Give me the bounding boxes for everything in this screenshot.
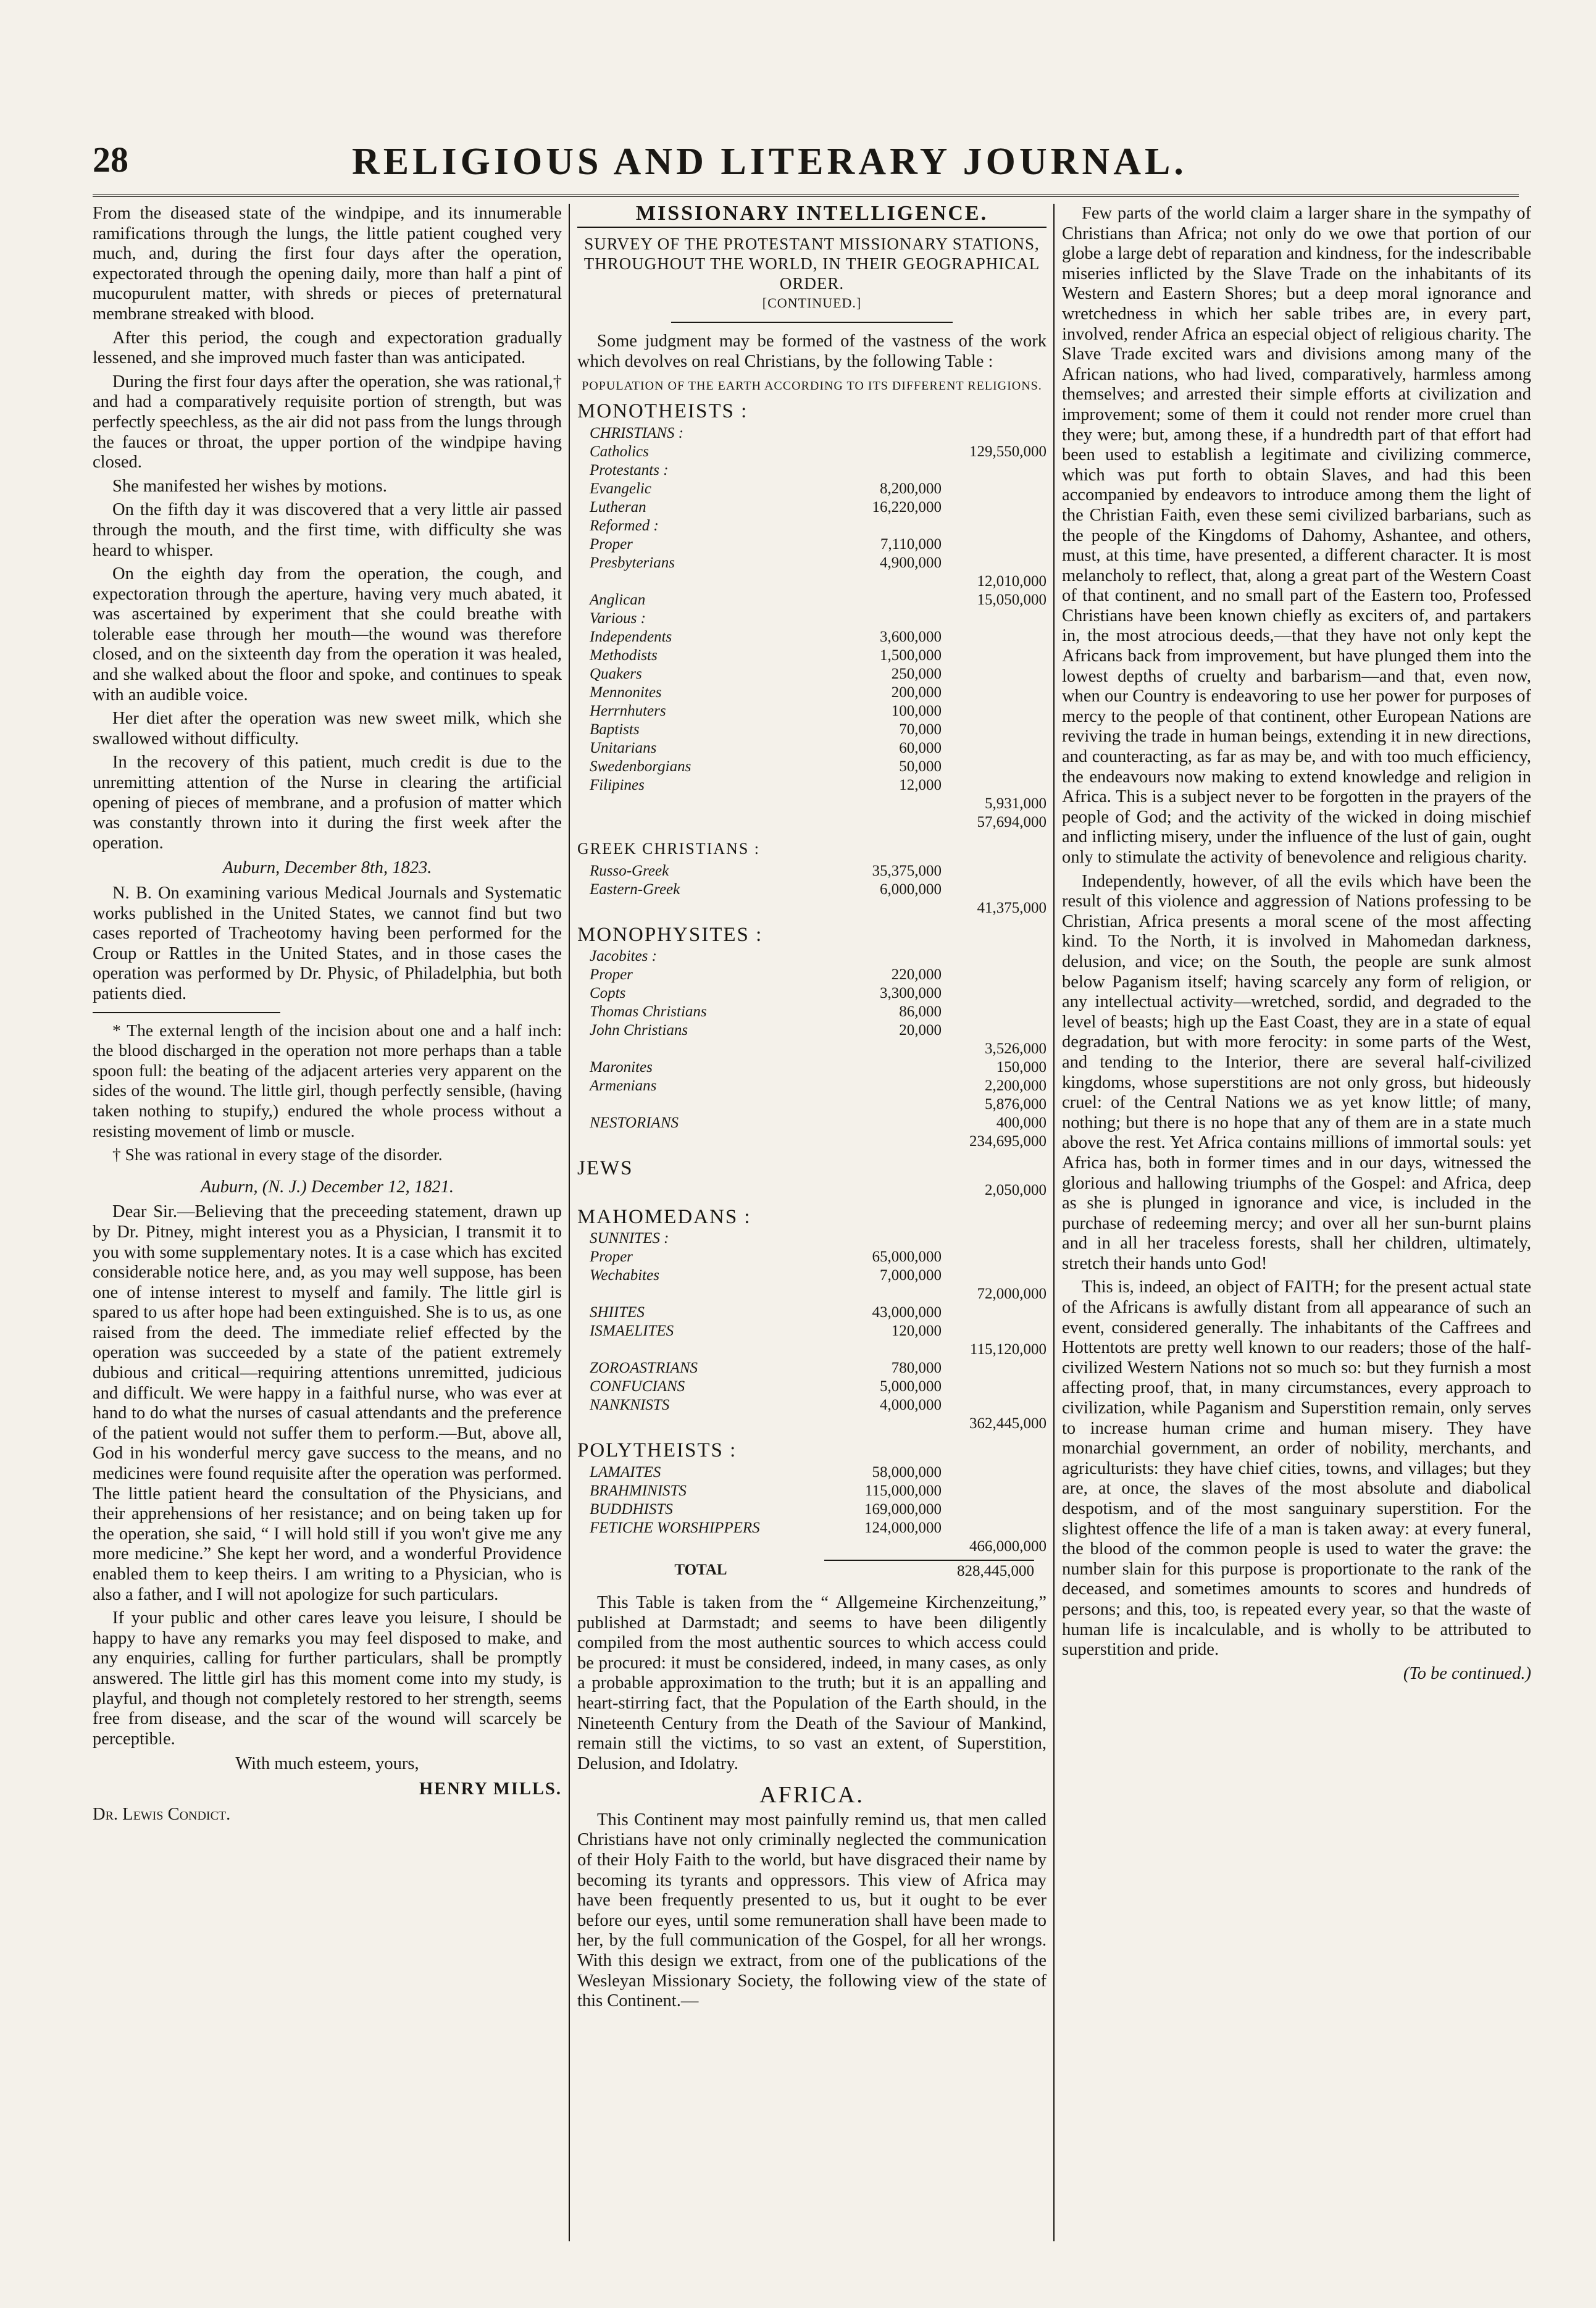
row-value [837,591,942,609]
row-value: 115,000,000 [864,1482,942,1499]
row-subtotal [942,947,1047,966]
row-value: 6,000,000 [880,880,942,898]
article-paragraph: On the eighth day from the operation, the cough, and expectoration through the aperture, having very much abated, it was ascertained by experiment that she could breathe with tolerable ease through her mouth—the wound was therefore closed, and on the sixteenth day from the operation it was healed, and she walked about the floor and spoke, and continues to speak with an audible voice. [93,564,562,705]
table-group-title: GREEK CHRISTIANS : [577,839,761,858]
row-label: Jacobites : [590,948,657,965]
row-label [577,1040,837,1058]
table-row [577,966,1047,984]
row-label: SUNNITES : [590,1230,669,1247]
row-value: 3,600,000 [880,628,942,645]
article-paragraph: She manifested her wishes by motions. [112,476,387,496]
row-subtotal: 400,000 [996,1114,1047,1132]
page-number: 28 [93,140,128,180]
signature: HENRY MILLS. [419,1779,562,1799]
table-row [577,1266,1047,1285]
row-subtotal [942,1500,1047,1519]
row-value: 70,000 [899,721,942,738]
row-label: Baptists [590,721,640,738]
row-value [837,1285,942,1303]
column-middle [577,204,1047,2266]
row-value: 220,000 [891,966,942,984]
row-value: 7,000,000 [880,1267,942,1284]
table-row [577,1303,1047,1322]
footnote: † She was rational in every stage of the disorder. [112,1145,443,1164]
row-subtotal [942,1322,1047,1340]
row-label: BRAHMINISTS [590,1482,687,1499]
row-value [837,947,942,966]
table-row [577,1519,1047,1537]
table-row [577,776,1047,795]
row-subtotal [942,862,1047,880]
table-row [577,1114,1047,1132]
row-value: 16,220,000 [872,498,942,516]
row-value [837,461,942,480]
row-subtotal: 41,375,000 [977,899,1047,916]
row-label [577,1415,837,1433]
row-label: Russo-Greek [590,862,669,879]
row-subtotal [942,461,1047,480]
row-label: Mennonites [590,684,662,701]
row-value [837,795,942,813]
table-row [577,646,1047,665]
table-row [577,535,1047,554]
row-label [577,1285,837,1303]
table-row [577,480,1047,498]
table-row [577,1500,1047,1519]
table-row [577,795,1047,813]
row-label [577,572,837,591]
letter-paragraph: Dear Sir.—Believing that the preceeding statement, drawn up by Dr. Pitney, might interest you as a Physician, I transmit it to you with some supplementary notes. It is a case which has excited considerable notice here, and, as you may well suppose, has been one of intense interest to myself and family. The little girl is spared to us after hope had been extinguished. She is to us, as one raised from the deed. The immediate relief effected by the operation was succeeded by a state of the patient extremely dubious and critical—requiring attentions unremitted, judicious and difficult. We were happy in a faithful nurse, who was ever at hand to do what the nurses of casual attendants and the preference of the patient would not suffer them to perform.—But, above all, God in his wonderful mercy gave success to the means, and no medicines were found requisite after the operation was performed. The little patient heard the consultation of the Physicians, and their apprehensions of her resistance; and on being taken up for the operation, she said, “ I will hold still if you won't give me any more medicine.” She kept her word, and a wonderful Providence enabled them to keep theirs. I am writing to a Physician, who is also a father, and I will not apologize for such particulars. [93,1202,562,1604]
row-value [837,609,942,628]
table-row [577,443,1047,461]
article-paragraph: During the first four days after the operation, she was rational,† and had a comparatively requisite portion of strength, but was perfectly speechless, as the air did not pass from the lungs through the fauces or throat, the upper portion of the windpipe having closed. [93,372,562,472]
row-subtotal [942,776,1047,795]
row-value: 8,200,000 [880,480,942,497]
row-label: Proper [590,1248,633,1266]
row-value: 58,000,000 [872,1463,942,1481]
row-label: SHIITES [590,1304,645,1321]
table-row [577,665,1047,684]
footnote: * The external length of the incision about one and a half inch: the blood discharged in the operation not more perhaps than a table spoon full: the beating of the adjacent arteries very apparent on the sides of the wound. The little girl, though perfectly sensible, (having taken nothing to stupify,) endured the whole process without a resisting movement of limb or muscle. [93,1020,562,1140]
row-value: 4,000,000 [880,1397,942,1414]
dateline: Auburn, December 8th, 1823. [222,858,432,878]
page-header [93,139,1519,197]
row-subtotal [942,1463,1047,1482]
table-row [577,1229,1047,1248]
table-row [577,862,1047,880]
table-row [577,899,1047,918]
table-row [577,572,1047,591]
continued-note: (To be continued.) [1403,1663,1531,1683]
row-value [837,1058,942,1077]
row-value: 3,300,000 [880,985,942,1002]
intro-paragraph: Some judgment may be formed of the vastness of the work which devolves on real Christians, by the following Table : [577,332,1047,371]
row-subtotal [942,739,1047,758]
article-paragraph: From the diseased state of the windpipe, and its innumerable ramifications through the lungs, the little patient coughed very much, and, during the first four days after the operation, expectorated through the opening daily, more than half a pint of mucopurulent matter, with shreds or pieces of preternatural membrane streaked with blood. [93,204,562,324]
row-subtotal: 234,695,000 [969,1133,1047,1150]
row-value: 120,000 [891,1323,942,1340]
table-row [577,1322,1047,1340]
row-value: 60,000 [899,739,942,756]
table-row [577,1482,1047,1500]
row-label: Methodists [590,646,658,664]
table-title: POPULATION OF THE EARTH ACCORDING TO ITS DIFFERENT RELIGIONS. [582,379,1042,393]
table-row [577,1095,1047,1114]
journal-title: RELIGIOUS AND LITERARY JOURNAL. [352,141,1187,183]
addressee: Dr. Lewis Condict. [93,1804,231,1824]
row-value [837,1077,942,1095]
row-subtotal: 129,550,000 [969,443,1047,460]
row-subtotal [942,1519,1047,1537]
article-paragraph: Few parts of the world claim a larger share in the sympathy of Christians than Africa; not only do we owe that portion of our globe a large debt of reparation and kindness, for the indescribable miseries inflicted by the Slave Trade on the inhabitants of its Western and Eastern Shores; but a deep moral ignorance and wretchedness in which her sable tribes are, in every part, involved, render Africa an especial object of religious charity. The Slave Trade excited wars and divisions among many of the African nations, who had lived, comparatively, harmless among themselves; and arrested their simple efforts at civilization and improvement; some of them it could not render more cruel than they were; but, among these, if a hundredth part of that effort had been used to establish a legitimate and civilizing commerce, which was put forth to obtain Slaves, and had this been accompanied by endeavors to introduce among them the light of the Christian Faith, even these semi civilized barbarians, such as the people of the Kingdoms of Dahomy, Ashantee, and others, must, at this time, have presented, a different character. It is most melancholy to reflect, that, along a great part of the Western Coast of that continent, and no small part of the Eastern too, Professed Christians have been known chiefly as exciters of, and partakers in, the most atrocious deeds,—that they have not only kept the Africans back from improvement, but have plunged them into the lowest depths of cruelty and barbarism—and that, even now, when our Country is endeavoring to use her power for purposes of mercy to the people of that continent, other European Nations are reviving the trade in human beings, extending it in new directions, and counteracting, as far as may be, and with too much efficiency, the endeavours now making to extend knowledge and religion in Africa. This is a subject never to be forgotten in the prayers of the people of God; and the activity of the wicked in doing mischief and inflicting misery, under the influence of the lust of gain, ought only to stimulate the activity of benevolence and religious charity. [1062,204,1531,867]
row-label: Proper [590,535,633,553]
row-subtotal [942,517,1047,535]
row-label: Evangelic [590,480,651,497]
table-row [577,1285,1047,1303]
letter-paragraph: If your public and other cares leave you leisure, I should be happy to have any remarks you may feel disposed to make, and any enquiries, calling for further particulars, shall be promptly answered. The little girl has this moment come into my study, is playful, and though not completely restored to her strength, seems free from disease, and the scar of the wound will scarcely be perceptible. [93,1608,562,1749]
row-label: Armenians [590,1077,657,1095]
row-label: Various : [590,609,646,627]
row-subtotal: 150,000 [996,1059,1047,1076]
table-row [577,1396,1047,1415]
table-row [577,684,1047,702]
row-value: 20,000 [899,1022,942,1039]
row-subtotal [942,721,1047,739]
row-value [837,1229,942,1248]
row-value [837,1114,942,1132]
row-subtotal: 72,000,000 [977,1286,1047,1303]
row-label: Unitarians [590,739,657,756]
row-subtotal: 3,526,000 [985,1040,1047,1058]
article-paragraph: This is, indeed, an object of FAITH; for the present actual state of the Africans is awfully distant from all appearance of such an event, considered generally. The inhabitants of the Caffrees and Hottentots are pretty well known to our readers; those of the half-civilized Western Nations not so much so: but they furnish a most affecting proof, that, in many circumstances, every approach to civilization, while Paganism and Superstition remain, only serves to increase human crime and human misery. They have monarchial government, an order of nobility, merchants, and agriculturists: they have chief cities, towns, and villages; but they are, at once, the slaves of the most absolute and diabolical despotism, and of the most sanguinary superstition. For the slightest offence the life of a man is taken away: at every funeral, the blood of the common people is used to water the grave: the number slain for this purpose is proportionate to the rank of the deceased, and sometimes amounts to scores and hundreds of persons; and this, too, is repeated every year, so that the waste of human life is incalculable, and is wholly to be attributed to superstition and pride. [1062,1277,1531,1660]
row-subtotal: 2,050,000 [985,1181,1047,1198]
row-value: 5,000,000 [880,1378,942,1395]
row-subtotal [942,609,1047,628]
row-label: NESTORIANS [590,1114,679,1132]
table-row [577,1248,1047,1266]
table-row [577,739,1047,758]
row-value [837,813,942,832]
row-value: 50,000 [899,758,942,775]
row-label: John Christians [590,1022,688,1039]
row-value: 169,000,000 [864,1500,942,1518]
row-value: 100,000 [891,702,942,719]
table-row [577,1378,1047,1396]
population-table [577,401,1047,1556]
row-label [577,1340,837,1359]
table-row [577,1021,1047,1040]
row-label: Thomas Christians [590,1003,707,1021]
table-row [577,609,1047,628]
table-group-title: MONOPHYSITES : [577,923,763,946]
row-subtotal [942,665,1047,684]
article-paragraph: Independently, however, of all the evils which have been the result of this violence and aggression of Nations professing to be Christian, Africa presents a moral scene of the most affecting kind. To the North, it is involved in Mahomedan darkness, delusion, and vice; on the South, the people are sunk almost below Paganism itself; having scarcely any form of religion, or any intellectual activity—wretched, sordid, and degraded to the level of beasts; high up the East Coast, they are in a state of equal degradation, but with more ferocity: in some parts of the West, and tending to the Interior, there are several half-civilized kingdoms, whose superstitions are not only gross, but hideously cruel: of the Central Nations we as yet know little; of many, nothing; but there is no hope that any of them are in a state much above the rest. Yet Africa contains millions of immortal souls: yet Africa has, both in former times and in our days, witnessed the glorious and hallowing triumphs of the Gospel: and Africa, deep as she is plunged in ignorance and vice, is included in the purchase of redeeming mercy; and over all her sun-burnt plains and in all her traceless forests, shall her children, ultimately, stretch their hands unto God! [1062,871,1531,1273]
row-subtotal [942,702,1047,721]
table-row [577,813,1047,832]
row-subtotal: 115,120,000 [969,1341,1047,1358]
continued-label: [CONTINUED.] [762,295,862,311]
row-subtotal [942,554,1047,572]
row-subtotal [942,1229,1047,1248]
row-label [577,1132,837,1151]
row-value [837,1415,942,1433]
row-subtotal [942,1378,1047,1396]
row-label: Quakers [590,665,642,682]
table-row [577,628,1047,646]
row-subtotal [942,1248,1047,1266]
table-row [577,424,1047,443]
table-group-title: MAHOMEDANS : [577,1205,751,1228]
column-right [1062,204,1531,2266]
row-label [577,813,837,832]
survey-title: SURVEY OF THE PROTESTANT MISSIONARY STATIONS, THROUGHOUT THE WORLD, IN THEIR GEOGRAPHICAL ORDER. [583,234,1040,293]
article-paragraph: After this period, the cough and expectoration gradually lessened, and she improved much faster than was anticipated. [93,328,562,368]
column-rule [1053,204,1055,2241]
article-paragraph: This Continent may most painfully remind us, that men called Christians have not only criminally neglected the communication of their Holy Faith to the world, but have disgraced their name by becoming its tyrants and oppressors. This view of Africa may have been frequently presented to us, but it ought to be ever before our eyes, until some remuneration shall have been made to her, by the full communication of the Gospel, for all her wrongs. With this design we extract, from one of the publications of the Wesleyan Missionary Society, the following view of the state of this Continent.— [577,1810,1047,2011]
table-row [577,721,1047,739]
row-value: 4,900,000 [880,554,942,571]
row-subtotal [942,498,1047,517]
table-row [577,554,1047,572]
row-subtotal: 362,445,000 [969,1415,1047,1432]
table-group-title: MONOTHEISTS : [577,400,748,423]
column-rule [569,204,570,2241]
table-row [577,1058,1047,1077]
row-subtotal: 2,200,000 [985,1077,1047,1095]
row-subtotal [942,1359,1047,1378]
row-label [577,795,837,813]
row-value [837,1340,942,1359]
article-paragraph: On the fifth day it was discovered that a very little air passed through the mouth, and the first time, with difficulty she was heard to whisper. [93,500,562,560]
row-value: 35,375,000 [872,862,942,879]
row-subtotal [942,758,1047,776]
row-label: Protestants : [590,461,669,479]
row-label: CONFUCIANS [590,1378,685,1395]
table-row [577,1003,1047,1021]
row-label: Swedenborgians [590,758,691,775]
section-title: MISSIONARY INTELLIGENCE. [577,204,1047,228]
row-subtotal [942,535,1047,554]
row-subtotal [942,1482,1047,1500]
article-paragraph: In the recovery of this patient, much credit is due to the unremitting attention of the Nurse in clearing the artificial opening of pieces of membrane, and a profusion of matter which was constantly thrown into it during the first week after the operation. [93,753,562,853]
total-row [577,1560,1047,1582]
row-label: Herrnhuters [590,702,666,719]
table-row [577,1340,1047,1359]
row-value: 86,000 [899,1003,942,1021]
row-label [577,1095,837,1114]
row-value: 43,000,000 [872,1304,942,1321]
row-value [837,443,942,461]
row-label: Reformed : [590,517,659,534]
row-value: 65,000,000 [872,1248,942,1266]
row-label: ISMAELITES [590,1323,674,1340]
row-label [577,899,837,918]
table-row [577,1415,1047,1433]
table-group-title: POLYTHEISTS : [577,1439,737,1462]
article-paragraph: This Table is taken from the “ Allgemeine Kirchenzeitung,” published at Darmstadt; and seems to have been diligently compiled from the most authentic sources to which access could be procured: it must be considered, indeed, in many cases, as only a probable approximation to the truth; but it is an appalling and heart-stirring fact, that the Population of the Earth should, in the Nineteenth Century from the Death of the Saviour of Mankind, remain still the victims, to so vast an extent, of Superstition, Delusion, and Idolatry. [577,1592,1047,1773]
row-subtotal [942,1021,1047,1040]
row-value: 124,000,000 [864,1519,942,1536]
row-subtotal [942,966,1047,984]
row-subtotal [942,424,1047,443]
table-row [577,1077,1047,1095]
row-label: Wechabites [590,1267,659,1284]
row-label: Maronites [590,1059,653,1076]
row-value [837,517,942,535]
table-row [577,758,1047,776]
table-row [577,1537,1047,1556]
row-subtotal: 15,050,000 [977,591,1047,608]
row-subtotal [942,1303,1047,1322]
row-subtotal [942,984,1047,1003]
table-row [577,591,1047,609]
row-value [837,1132,942,1151]
row-value [837,1095,942,1114]
table-row [577,1181,1047,1200]
row-label: Copts [590,985,626,1002]
row-label: Anglican [590,591,646,608]
row-subtotal: 5,876,000 [985,1096,1047,1113]
row-value [837,1040,942,1058]
row-subtotal: 57,694,000 [977,813,1047,830]
row-value [837,1537,942,1556]
row-label: ZOROASTRIANS [590,1360,698,1377]
row-value [837,424,942,443]
row-value [837,899,942,918]
row-subtotal [942,1396,1047,1415]
row-label: Filipines [590,776,645,793]
closing: With much esteem, yours, [235,1754,419,1774]
row-label: Proper [590,966,633,984]
table-row [577,461,1047,480]
table-row [577,880,1047,899]
nota-bene: N. B. On examining various Medical Journals and Systematic works published in the United States, we cannot find but two cases reported of Tracheotomy having been performed for the Croup or Rattles in the United States, and in those cases the operation was performed by Dr. Physic, of Philadelphia, but both patients died. [93,884,562,1003]
row-value: 12,000 [899,776,942,793]
row-value: 7,110,000 [880,535,942,553]
row-label [577,1181,837,1200]
total-value: 828,445,000 [824,1560,1034,1582]
row-label: Independents [590,628,672,645]
row-value: 780,000 [891,1360,942,1377]
row-subtotal: 12,010,000 [977,572,1047,590]
dateline: Auburn, (N. J.) December 12, 1821. [201,1177,454,1197]
table-row [577,947,1047,966]
row-label: Eastern-Greek [590,880,680,898]
table-row [577,1463,1047,1482]
table-row [577,1132,1047,1151]
row-label: Presbyterians [590,554,675,571]
africa-heading: AFRICA. [759,1782,864,1808]
row-subtotal [942,646,1047,665]
row-subtotal [942,684,1047,702]
row-label: NANKNISTS [590,1397,670,1414]
row-label: LAMAITES [590,1463,661,1481]
row-subtotal [942,1003,1047,1021]
row-subtotal [942,880,1047,899]
row-label: BUDDHISTS [590,1500,673,1518]
footnote-rule [93,1012,280,1013]
row-value: 200,000 [891,684,942,701]
row-label: Catholics [590,443,649,460]
row-subtotal [942,628,1047,646]
column-left [93,204,562,2266]
table-row [577,1040,1047,1058]
row-subtotal [942,480,1047,498]
table-group-title: JEWS [577,1157,633,1180]
article-paragraph: Her diet after the operation was new sweet milk, which she swallowed without difficulty. [93,709,562,748]
row-value: 250,000 [891,665,942,682]
table-row [577,702,1047,721]
total-label: TOTAL [674,1561,727,1578]
row-subtotal: 5,931,000 [985,795,1047,812]
row-subtotal [942,1266,1047,1285]
divider [671,322,953,323]
table-row [577,517,1047,535]
row-value [837,1181,942,1200]
row-label: Lutheran [590,498,646,516]
row-label: CHRISTIANS : [590,424,684,441]
row-value: 1,500,000 [880,646,942,664]
row-label: FETICHE WORSHIPPERS [590,1519,760,1536]
row-value [837,572,942,591]
table-row [577,498,1047,517]
table-row [577,1359,1047,1378]
row-subtotal: 466,000,000 [969,1537,1047,1555]
table-row [577,984,1047,1003]
row-label [577,1537,837,1556]
